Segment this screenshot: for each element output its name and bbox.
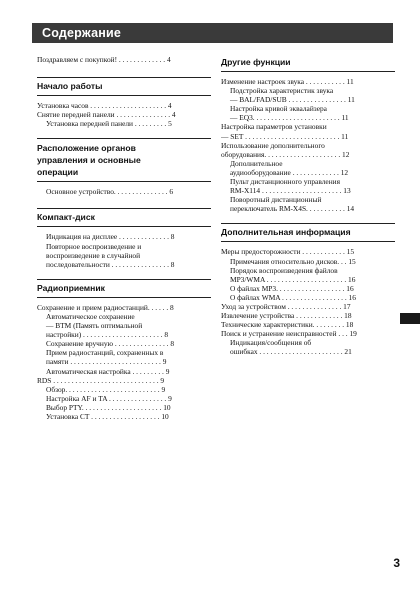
toc-entry[interactable]: воспроизведение в случайной bbox=[46, 250, 141, 260]
toc-entry[interactable]: Извлечение устройства . . . . . . . . . . . . . 18 bbox=[221, 311, 352, 321]
section-title-radio: Радиоприемник bbox=[37, 282, 105, 293]
page-title: Содержание bbox=[42, 26, 122, 40]
section-other bbox=[221, 57, 395, 72]
toc-entry[interactable]: Настройка AF и TA . . . . . . . . . . . . . . . . 9 bbox=[46, 393, 172, 403]
toc-entry[interactable]: — BTM (Память оптимальной bbox=[46, 321, 143, 331]
section-radio bbox=[37, 279, 211, 298]
toc-entry[interactable]: Автоматическая настройка . . . . . . . . . 9 bbox=[46, 366, 170, 376]
toc-entry[interactable]: Поворотный дистанционный bbox=[230, 195, 322, 205]
section-title-controls-2: управления и основные bbox=[37, 155, 141, 166]
toc-entry[interactable]: Индикация на дисплее . . . . . . . . . . . . . . 8 bbox=[46, 232, 175, 242]
section-cd bbox=[37, 208, 211, 227]
toc-entry[interactable]: Дополнительное bbox=[230, 158, 283, 168]
toc-entry[interactable]: RM-X114 . . . . . . . . . . . . . . . . . . . . . . 13 bbox=[230, 186, 351, 196]
section-title-controls-1: Расположение органов bbox=[37, 143, 136, 154]
section-rule bbox=[37, 138, 211, 139]
side-thumb-tab bbox=[400, 313, 420, 324]
toc-entry[interactable]: — BAL/FAD/SUB . . . . . . . . . . . . . . . . 11 bbox=[230, 95, 355, 105]
toc-entry[interactable]: Примечания относительно дисков. . . 15 bbox=[230, 256, 356, 266]
toc-entry[interactable]: оборудования. . . . . . . . . . . . . . . . . . . . . 12 bbox=[221, 149, 350, 159]
toc-entry[interactable]: Сохранение и прием радиостанций. . . . . . 8 bbox=[37, 302, 174, 312]
toc-entry[interactable]: Меры предосторожности . . . . . . . . . . . . 15 bbox=[221, 247, 355, 257]
section-title-start: Начало работы bbox=[37, 81, 103, 92]
toc-entry[interactable]: Пульт дистанционного управления bbox=[230, 177, 341, 187]
header-banner bbox=[32, 23, 393, 43]
section-rule bbox=[37, 181, 211, 182]
section-title-controls-3: операции bbox=[37, 167, 79, 178]
toc-right-column bbox=[221, 55, 395, 357]
toc-entry[interactable]: Обзор. . . . . . . . . . . . . . . . . . . . . . . . . . 9 bbox=[46, 384, 166, 394]
toc-entry[interactable]: Прием радиостанций, сохраненных в bbox=[46, 348, 164, 358]
toc-entry[interactable]: Использование дополнительного bbox=[221, 140, 325, 150]
toc-entry[interactable]: Выбор PTY. . . . . . . . . . . . . . . . . . . . . . 10 bbox=[46, 402, 171, 412]
toc-entry[interactable]: RDS . . . . . . . . . . . . . . . . . . . . . . . . . . . . . 9 bbox=[37, 375, 165, 385]
toc-entry[interactable]: О файлах MP3. . . . . . . . . . . . . . . . . . . 16 bbox=[230, 283, 354, 293]
toc-entry[interactable]: MP3/WMA . . . . . . . . . . . . . . . . . . . . . . 16 bbox=[230, 274, 356, 284]
toc-entry[interactable]: переключатель RM-X4S. . . . . . . . . . . 14 bbox=[230, 204, 355, 214]
toc-entry[interactable]: Подстройка характеристик звука bbox=[230, 86, 334, 96]
toc-entry[interactable]: Сохранение вручную . . . . . . . . . . . . . . . 8 bbox=[46, 339, 175, 349]
section-extra bbox=[221, 223, 395, 242]
section-rule bbox=[37, 77, 211, 78]
section-rule bbox=[221, 223, 395, 224]
section-controls bbox=[37, 138, 211, 182]
toc-entry-intro[interactable]: Поздравляем с покупкой! . . . . . . . . . . . . . 4 bbox=[37, 55, 171, 64]
toc-entry[interactable]: Установка CT . . . . . . . . . . . . . . . . . . . 10 bbox=[46, 411, 169, 421]
section-rule bbox=[37, 208, 211, 209]
toc-entry[interactable]: Индикация/сообщения об bbox=[230, 338, 312, 348]
toc-entry[interactable]: Поиск и устранение неисправностей . . . 19 bbox=[221, 329, 357, 339]
toc-entry[interactable]: Уход за устройством . . . . . . . . . . . . . . . 17 bbox=[221, 301, 351, 311]
section-rule bbox=[221, 241, 395, 242]
toc-entry[interactable]: памяти . . . . . . . . . . . . . . . . . . . . . . . . . 9 bbox=[46, 357, 167, 367]
toc-entry[interactable]: Настройка параметров установки bbox=[221, 122, 327, 132]
section-start bbox=[37, 77, 211, 96]
section-rule bbox=[37, 226, 211, 227]
section-title-extra: Дополнительная информация bbox=[221, 227, 351, 238]
toc-entry[interactable]: Повторное воспроизведение и bbox=[46, 241, 142, 251]
toc-entry[interactable]: настройки) . . . . . . . . . . . . . . . . . . . . . . 8 bbox=[46, 330, 169, 340]
toc-entry[interactable]: Технические характеристики. . . . . . . . . 18 bbox=[221, 320, 354, 330]
toc-entry[interactable]: Основное устройство. . . . . . . . . . . . . . . 6 bbox=[46, 187, 174, 197]
section-title-other: Другие функции bbox=[221, 57, 291, 67]
toc-left-column bbox=[37, 55, 211, 421]
toc-entry[interactable]: ошибках . . . . . . . . . . . . . . . . . . . . . . . 21 bbox=[230, 347, 352, 357]
section-rule bbox=[37, 297, 211, 298]
toc-entry[interactable]: Порядок воспроизведения файлов bbox=[230, 265, 338, 275]
toc-entry[interactable]: Установка часов . . . . . . . . . . . . . . . . . . . . . 4 bbox=[37, 101, 172, 111]
toc-entry[interactable]: — SET . . . . . . . . . . . . . . . . . . . . . . . . . . 11 bbox=[221, 131, 349, 141]
toc-entry[interactable]: Установка передней панели . . . . . . . . . 5 bbox=[46, 119, 172, 129]
toc-entry[interactable]: — EQ3. . . . . . . . . . . . . . . . . . . . . . . . 11 bbox=[230, 113, 349, 123]
section-rule bbox=[221, 71, 395, 72]
section-rule bbox=[37, 279, 211, 280]
toc-entry[interactable]: Автоматическое сохранение bbox=[46, 311, 135, 321]
toc-entry[interactable]: аудиооборудование . . . . . . . . . . . . . 12 bbox=[230, 167, 349, 177]
toc-entry[interactable]: последовательности . . . . . . . . . . . . . . . . 8 bbox=[46, 259, 175, 269]
page-number: 3 bbox=[393, 556, 400, 570]
toc-entry[interactable]: О файлах WMA . . . . . . . . . . . . . . . . . . 16 bbox=[230, 292, 356, 302]
toc-entry[interactable]: Настройка кривой эквалайзера bbox=[230, 104, 327, 114]
section-title-cd: Компакт-диск bbox=[37, 212, 95, 223]
section-rule bbox=[37, 95, 211, 96]
toc-entry[interactable]: Изменение настроек звука . . . . . . . . . . . 11 bbox=[221, 77, 354, 86]
toc-entry[interactable]: Снятие передней панели . . . . . . . . . . . . . . . 4 bbox=[37, 110, 176, 120]
